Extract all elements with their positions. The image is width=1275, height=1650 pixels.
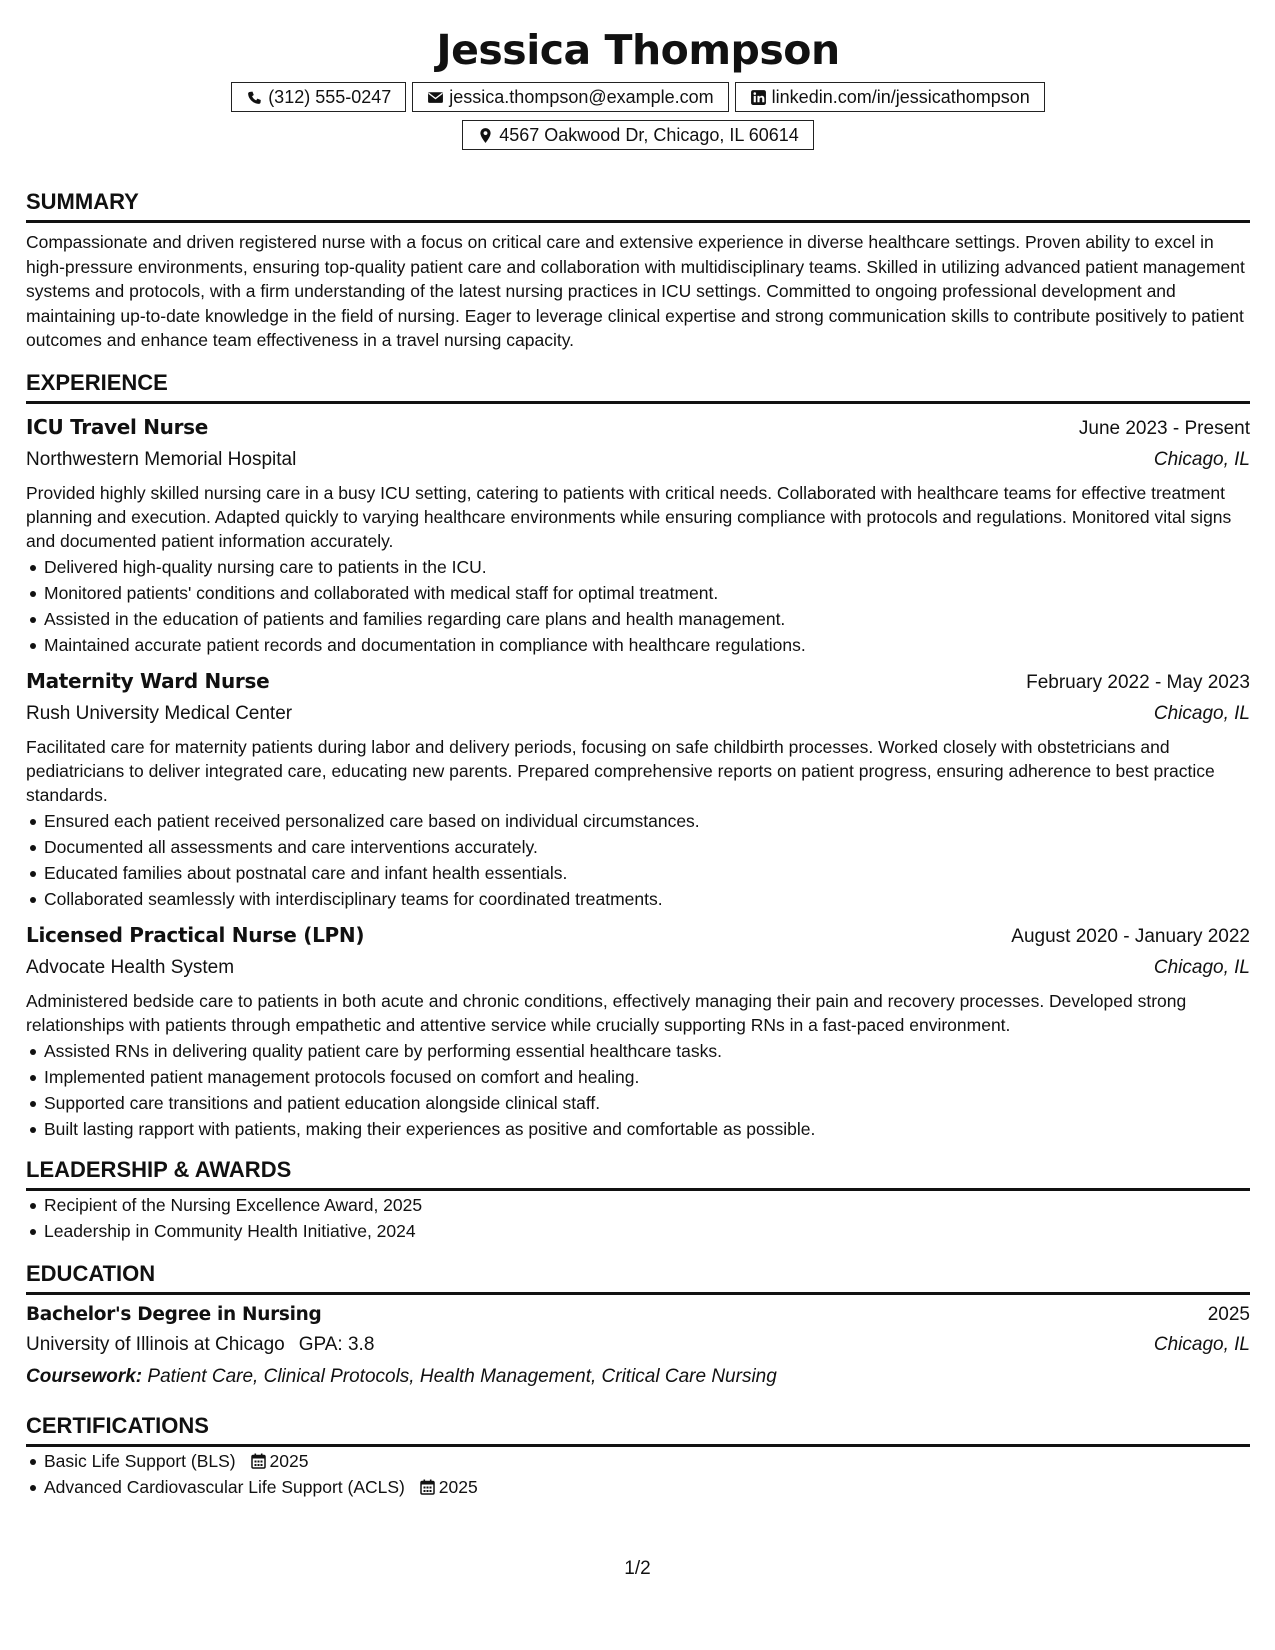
map-pin-icon bbox=[477, 127, 494, 144]
job-entry bbox=[26, 666, 1250, 912]
job-bullets bbox=[26, 554, 1250, 658]
job-description: Provided highly skilled nursing care in a busy ICU setting, catering to patients with critical needs. Collaborated with healthcare teams for effective treatment planning and execution. Adapted quickly to varying healthcare environments while ensuring compliance with protocols and regulations. Monitored vital signs and documented patient information accurately. bbox=[26, 482, 1232, 551]
job-entry bbox=[26, 920, 1250, 1142]
list-item: Delivered high-quality nursing care to patients in the ICU. bbox=[26, 554, 1250, 580]
address-text: 4567 Oakwood Dr, Chicago, IL 60614 bbox=[499, 125, 799, 145]
section-title-summary: SUMMARY bbox=[26, 188, 1250, 223]
list-item: Monitored patients' conditions and collaborated with medical staff for optimal treatment. bbox=[26, 580, 1250, 606]
address-chip[interactable] bbox=[462, 120, 814, 150]
education-section bbox=[26, 1260, 1250, 1392]
job-organization: Northwestern Memorial Hospital bbox=[26, 448, 297, 470]
gpa: GPA: 3.8 bbox=[298, 1333, 375, 1355]
job-location: Chicago, IL bbox=[1153, 702, 1250, 724]
section-title-experience: EXPERIENCE bbox=[26, 369, 1250, 404]
job-organization: Rush University Medical Center bbox=[26, 702, 293, 724]
leadership-list bbox=[26, 1192, 1250, 1244]
job-organization: Advocate Health System bbox=[26, 956, 235, 978]
job-description: Administered bedside care to patients in both acute and chronic conditions, effectively managing their pain and recovery processes. Developed strong relationships with patients through empathetic and attentive service while crucially supporting RNs in a fast-paced environment. bbox=[26, 990, 1187, 1035]
coursework bbox=[26, 1362, 1250, 1392]
experience-section bbox=[26, 369, 1250, 1142]
section-title-certifications: CERTIFICATIONS bbox=[26, 1412, 1250, 1447]
summary-section bbox=[26, 188, 1250, 353]
certification-year: 2025 bbox=[438, 1476, 478, 1497]
section-title-education: EDUCATION bbox=[26, 1260, 1250, 1295]
resume-page bbox=[26, 0, 1250, 1500]
school-location: Chicago, IL bbox=[1153, 1333, 1250, 1355]
email-chip[interactable] bbox=[412, 82, 728, 112]
school-name: University of Illinois at Chicago bbox=[26, 1333, 285, 1355]
calendar-icon bbox=[251, 1453, 266, 1469]
list-item: Documented all assessments and care interventions accurately. bbox=[26, 834, 1250, 860]
job-date: June 2023 - Present bbox=[1078, 417, 1250, 439]
degree-title: Bachelor's Degree in Nursing bbox=[26, 1303, 322, 1325]
list-item: Implemented patient management protocols focused on comfort and healing. bbox=[26, 1064, 1250, 1090]
linkedin-chip[interactable] bbox=[735, 82, 1045, 112]
list-item bbox=[26, 1448, 1250, 1474]
summary-text: Compassionate and driven registered nurse with a focus on critical care and extensive experience in diverse healthcare settings. Proven ability to excel in high-pressure environments, ensuring top-quality patient care and collaboration with multidisciplinary teams. Skilled in utilizing advanced patient management systems and protocols, with a firm understanding of the latest nursing practices in ICU settings. Committed to ongoing professional development and maintaining up-to-date knowledge in the field of nursing. Eager to leverage clinical expertise and strong communication skills to contribute positively to patient outcomes and enhance team effectiveness in a travel nursing capacity. bbox=[26, 232, 1245, 350]
list-item bbox=[26, 1474, 1250, 1500]
coursework-list: Patient Care, Clinical Protocols, Health Management, Critical Care Nursing bbox=[147, 1365, 777, 1387]
job-location: Chicago, IL bbox=[1153, 956, 1250, 978]
job-bullets bbox=[26, 1038, 1250, 1142]
envelope-icon bbox=[427, 89, 444, 106]
page-number: 1/2 bbox=[624, 1558, 651, 1579]
job-bullets bbox=[26, 808, 1250, 912]
certification-name: Basic Life Support (BLS) bbox=[44, 1450, 236, 1471]
leadership-section bbox=[26, 1156, 1250, 1244]
job-description: Facilitated care for maternity patients during labor and delivery periods, focusing on safe childbirth processes. Worked closely with obstetricians and pediatricians to deliver integrated care, educating new parents. Prepared comprehensive reports on patient progress, ensuring adherence to best practice standards. bbox=[26, 736, 1215, 805]
calendar-icon bbox=[420, 1479, 435, 1495]
list-item: Collaborated seamlessly with interdisciplinary teams for coordinated treatments. bbox=[26, 886, 1250, 912]
certifications-list bbox=[26, 1448, 1250, 1500]
list-item: Recipient of the Nursing Excellence Award, 2025 bbox=[26, 1192, 1250, 1218]
list-item: Assisted in the education of patients and families regarding care plans and health management. bbox=[26, 606, 1250, 632]
contact-row bbox=[26, 82, 1250, 112]
job-entry bbox=[26, 412, 1250, 658]
list-item: Supported care transitions and patient education alongside clinical staff. bbox=[26, 1090, 1250, 1116]
phone-icon bbox=[246, 89, 263, 106]
job-date: February 2022 - May 2023 bbox=[1026, 671, 1250, 693]
section-title-leadership: LEADERSHIP & AWARDS bbox=[26, 1156, 1250, 1191]
job-title: Maternity Ward Nurse bbox=[26, 668, 270, 693]
list-item: Educated families about postnatal care and infant health essentials. bbox=[26, 860, 1250, 886]
graduation-year: 2025 bbox=[1207, 1303, 1250, 1325]
certification-name: Advanced Cardiovascular Life Support (ACLS) bbox=[44, 1476, 405, 1497]
certification-year: 2025 bbox=[269, 1450, 309, 1471]
job-date: August 2020 - January 2022 bbox=[1011, 925, 1250, 947]
job-title: Licensed Practical Nurse (LPN) bbox=[26, 922, 365, 947]
candidate-name: Jessica Thompson bbox=[436, 26, 840, 74]
job-title: ICU Travel Nurse bbox=[26, 414, 209, 439]
list-item: Ensured each patient received personalized care based on individual circumstances. bbox=[26, 808, 1250, 834]
email-text: jessica.thompson@example.com bbox=[449, 87, 714, 107]
list-item: Assisted RNs in delivering quality patient care by performing essential healthcare tasks. bbox=[26, 1038, 1250, 1064]
list-item: Built lasting rapport with patients, making their experiences as positive and comfortable as possible. bbox=[26, 1116, 1250, 1142]
job-location: Chicago, IL bbox=[1153, 448, 1250, 470]
phone-text: (312) 555-0247 bbox=[268, 87, 392, 107]
phone-chip[interactable] bbox=[231, 82, 406, 112]
address-row bbox=[26, 120, 1250, 150]
linkedin-icon bbox=[750, 89, 767, 106]
certifications-section bbox=[26, 1412, 1250, 1500]
list-item: Leadership in Community Health Initiative, 2024 bbox=[26, 1218, 1250, 1244]
linkedin-text: linkedin.com/in/jessicathompson bbox=[771, 87, 1030, 107]
coursework-label: Coursework: bbox=[26, 1365, 143, 1387]
list-item: Maintained accurate patient records and documentation in compliance with healthcare regulations. bbox=[26, 632, 1250, 658]
